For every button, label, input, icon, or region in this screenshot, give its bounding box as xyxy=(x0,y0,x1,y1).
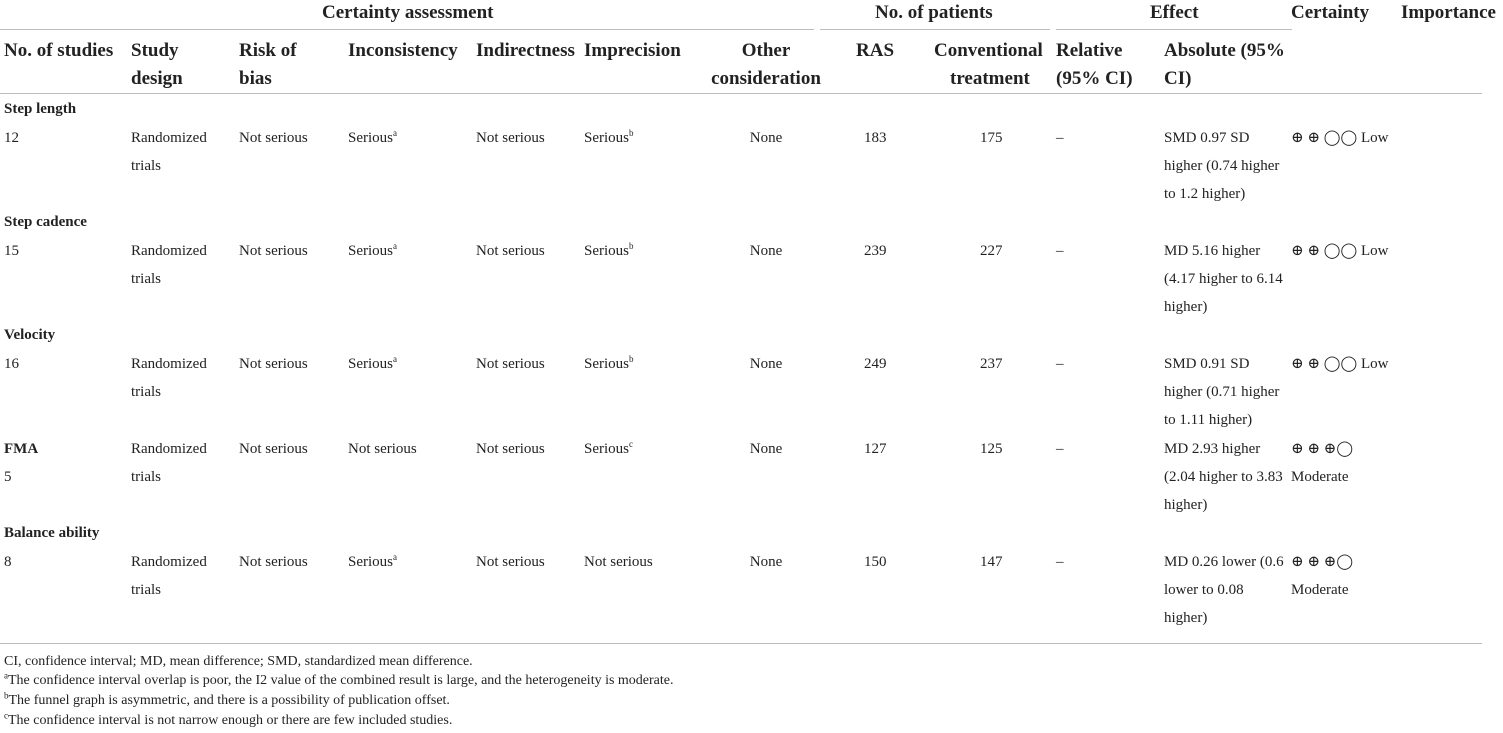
cell-design-2: trials xyxy=(131,384,161,400)
footnote-marker: a xyxy=(393,241,397,251)
cell-inconsistency-text: Serious xyxy=(348,554,393,570)
cell-absolute-3: to 1.2 higher) xyxy=(1164,186,1246,202)
cell-certainty-1: ⊕ ⊕ ◯◯ Low xyxy=(1291,356,1389,372)
cell-absolute-1: MD 5.16 higher xyxy=(1164,243,1261,259)
col-header-study-design-1: Study xyxy=(131,40,179,61)
cell-absolute-2: (2.04 higher to 3.83 xyxy=(1164,469,1283,485)
cell-absolute-1: MD 0.26 lower (0.6 xyxy=(1164,554,1284,570)
group-header-importance: Importance xyxy=(1401,2,1496,23)
col-header-other-consideration-2: consideration xyxy=(711,68,821,89)
cell-absolute-2: higher (0.74 higher xyxy=(1164,158,1280,174)
cell-imprecision xyxy=(584,439,633,457)
col-header-risk-of-bias-1: Risk of xyxy=(239,40,297,61)
cell-absolute-3: higher) xyxy=(1164,610,1208,626)
footnote-marker-a: a xyxy=(4,670,8,681)
table-bottom-rule xyxy=(0,643,1482,644)
cell-ras: 183 xyxy=(864,130,887,146)
cell-risk-of-bias: Not serious xyxy=(239,554,308,570)
cell-inconsistency xyxy=(348,552,397,570)
footnote-marker: c xyxy=(629,439,633,449)
group-header-no-of-patients: No. of patients xyxy=(875,2,993,23)
cell-studies: 12 xyxy=(4,130,19,146)
section-title-step-cadence: Step cadence xyxy=(4,214,87,230)
cell-certainty-2: Moderate xyxy=(1291,469,1349,485)
cell-risk-of-bias: Not serious xyxy=(239,130,308,146)
cell-conventional: 237 xyxy=(980,356,1003,372)
footnote-marker: a xyxy=(393,552,397,562)
header-bottom-rule xyxy=(0,93,1482,94)
cell-absolute-1: SMD 0.97 SD xyxy=(1164,130,1250,146)
footnote-b-text: The funnel graph is asymmetric, and there is a possibility of publication offset. xyxy=(8,693,450,708)
cell-inconsistency xyxy=(348,442,417,457)
col-header-no-of-studies: No. of studies xyxy=(4,40,114,61)
cell-design-1: Randomized xyxy=(131,554,207,570)
cell-studies: 16 xyxy=(4,356,19,372)
cell-risk-of-bias: Not serious xyxy=(239,243,308,259)
section-title-balance-ability: Balance ability xyxy=(4,525,100,541)
footnote-marker-c: c xyxy=(4,710,8,721)
cell-design-2: trials xyxy=(131,158,161,174)
cell-imprecision xyxy=(584,128,634,146)
cell-absolute-2: higher (0.71 higher xyxy=(1164,384,1280,400)
footnote-marker: a xyxy=(393,354,397,364)
footnote-marker: b xyxy=(629,128,634,138)
cell-conventional: 175 xyxy=(980,130,1003,146)
cell-imprecision-text: Serious xyxy=(584,130,629,146)
cell-absolute-3: higher) xyxy=(1164,299,1208,315)
footnote-a-text: The confidence interval overlap is poor, the I2 value of the combined result is large, and the heterogeneity is moderate. xyxy=(8,673,674,688)
cell-indirectness: Not serious xyxy=(476,243,545,259)
cell-indirectness: Not serious xyxy=(476,356,545,372)
cell-studies: 15 xyxy=(4,243,19,259)
cell-ras: 150 xyxy=(864,554,887,570)
group-header-effect: Effect xyxy=(1150,2,1199,23)
cell-other: None xyxy=(749,554,783,570)
footnote-c xyxy=(4,710,453,728)
footnote-marker: a xyxy=(393,128,397,138)
group-rule-certainty-assessment xyxy=(0,29,814,30)
cell-imprecision xyxy=(584,354,634,372)
cell-relative: – xyxy=(1056,356,1064,372)
col-header-ras: RAS xyxy=(856,40,895,61)
cell-indirectness: Not serious xyxy=(476,441,545,457)
footnote-a xyxy=(4,670,674,688)
cell-conventional: 147 xyxy=(980,554,1003,570)
cell-ras: 249 xyxy=(864,356,887,372)
col-header-absolute-1: Absolute (95% xyxy=(1164,40,1285,61)
cell-design-1: Randomized xyxy=(131,130,207,146)
cell-risk-of-bias: Not serious xyxy=(239,441,308,457)
cell-conventional: 125 xyxy=(980,441,1003,457)
footnote-marker: b xyxy=(629,354,634,364)
cell-certainty-2: Moderate xyxy=(1291,582,1349,598)
cell-imprecision xyxy=(584,241,634,259)
cell-ras: 239 xyxy=(864,243,887,259)
cell-inconsistency xyxy=(348,128,397,146)
cell-imprecision-text: Not serious xyxy=(584,554,653,570)
col-header-relative-2: (95% CI) xyxy=(1056,68,1133,89)
col-header-inconsistency: Inconsistency xyxy=(348,40,458,61)
cell-studies: 5 xyxy=(4,469,12,485)
cell-absolute-1: MD 2.93 higher xyxy=(1164,441,1261,457)
cell-design-2: trials xyxy=(131,469,161,485)
cell-design-2: trials xyxy=(131,271,161,287)
cell-risk-of-bias: Not serious xyxy=(239,356,308,372)
col-header-risk-of-bias-2: bias xyxy=(239,68,272,89)
cell-other: None xyxy=(749,243,783,259)
col-header-other-consideration-1: Other xyxy=(741,40,791,61)
cell-absolute-2: (4.17 higher to 6.14 xyxy=(1164,271,1283,287)
cell-certainty-1: ⊕ ⊕ ⊕◯ xyxy=(1291,554,1353,570)
cell-design-2: trials xyxy=(131,582,161,598)
cell-imprecision-text: Serious xyxy=(584,243,629,259)
cell-other: None xyxy=(749,130,783,146)
cell-certainty-1: ⊕ ⊕ ⊕◯ xyxy=(1291,441,1353,457)
cell-inconsistency-text: Serious xyxy=(348,243,393,259)
cell-other: None xyxy=(749,441,783,457)
cell-other: None xyxy=(749,356,783,372)
footnote-abbreviations: CI, confidence interval; MD, mean difference; SMD, standardized mean difference. xyxy=(4,654,473,669)
section-title-velocity: Velocity xyxy=(4,327,56,343)
col-header-absolute-2: CI) xyxy=(1164,68,1192,89)
col-header-indirectness: Indirectness xyxy=(476,40,575,61)
cell-inconsistency xyxy=(348,354,397,372)
col-header-relative-1: Relative xyxy=(1056,40,1123,61)
group-rule-effect xyxy=(1056,29,1292,30)
footnote-b xyxy=(4,690,450,708)
cell-inconsistency-text: Not serious xyxy=(348,441,417,457)
cell-relative: – xyxy=(1056,243,1064,259)
cell-relative: – xyxy=(1056,130,1064,146)
col-header-imprecision: Imprecision xyxy=(584,40,681,61)
group-rule-no-of-patients xyxy=(820,29,1050,30)
col-header-conventional-treatment-2: treatment xyxy=(950,68,1030,89)
cell-design-1: Randomized xyxy=(131,243,207,259)
cell-conventional: 227 xyxy=(980,243,1003,259)
cell-relative: – xyxy=(1056,441,1064,457)
section-title-fma: FMA xyxy=(4,441,39,457)
col-header-study-design-2: design xyxy=(131,68,183,89)
cell-indirectness: Not serious xyxy=(476,554,545,570)
cell-inconsistency-text: Serious xyxy=(348,130,393,146)
cell-inconsistency xyxy=(348,241,397,259)
group-header-certainty: Certainty xyxy=(1291,2,1370,23)
cell-design-1: Randomized xyxy=(131,441,207,457)
cell-studies: 8 xyxy=(4,554,12,570)
cell-absolute-3: higher) xyxy=(1164,497,1208,513)
group-header-certainty-assessment: Certainty assessment xyxy=(322,2,494,23)
cell-absolute-2: lower to 0.08 xyxy=(1164,582,1244,598)
cell-imprecision-text: Serious xyxy=(584,441,629,457)
cell-indirectness: Not serious xyxy=(476,130,545,146)
cell-design-1: Randomized xyxy=(131,356,207,372)
col-header-conventional-treatment-1: Conventional xyxy=(934,40,1043,61)
footnote-c-text: The confidence interval is not narrow enough or there are few included studies. xyxy=(8,713,453,728)
cell-certainty-1: ⊕ ⊕ ◯◯ Low xyxy=(1291,243,1389,259)
cell-absolute-3: to 1.11 higher) xyxy=(1164,412,1253,428)
footnote-marker: b xyxy=(629,241,634,251)
footnote-marker-b: b xyxy=(4,690,9,701)
cell-ras: 127 xyxy=(864,441,887,457)
section-title-step-length: Step length xyxy=(4,101,77,117)
cell-relative: – xyxy=(1056,554,1064,570)
cell-imprecision-text: Serious xyxy=(584,356,629,372)
cell-inconsistency-text: Serious xyxy=(348,356,393,372)
cell-absolute-1: SMD 0.91 SD xyxy=(1164,356,1250,372)
cell-certainty-1: ⊕ ⊕ ◯◯ Low xyxy=(1291,130,1389,146)
cell-imprecision xyxy=(584,555,653,570)
